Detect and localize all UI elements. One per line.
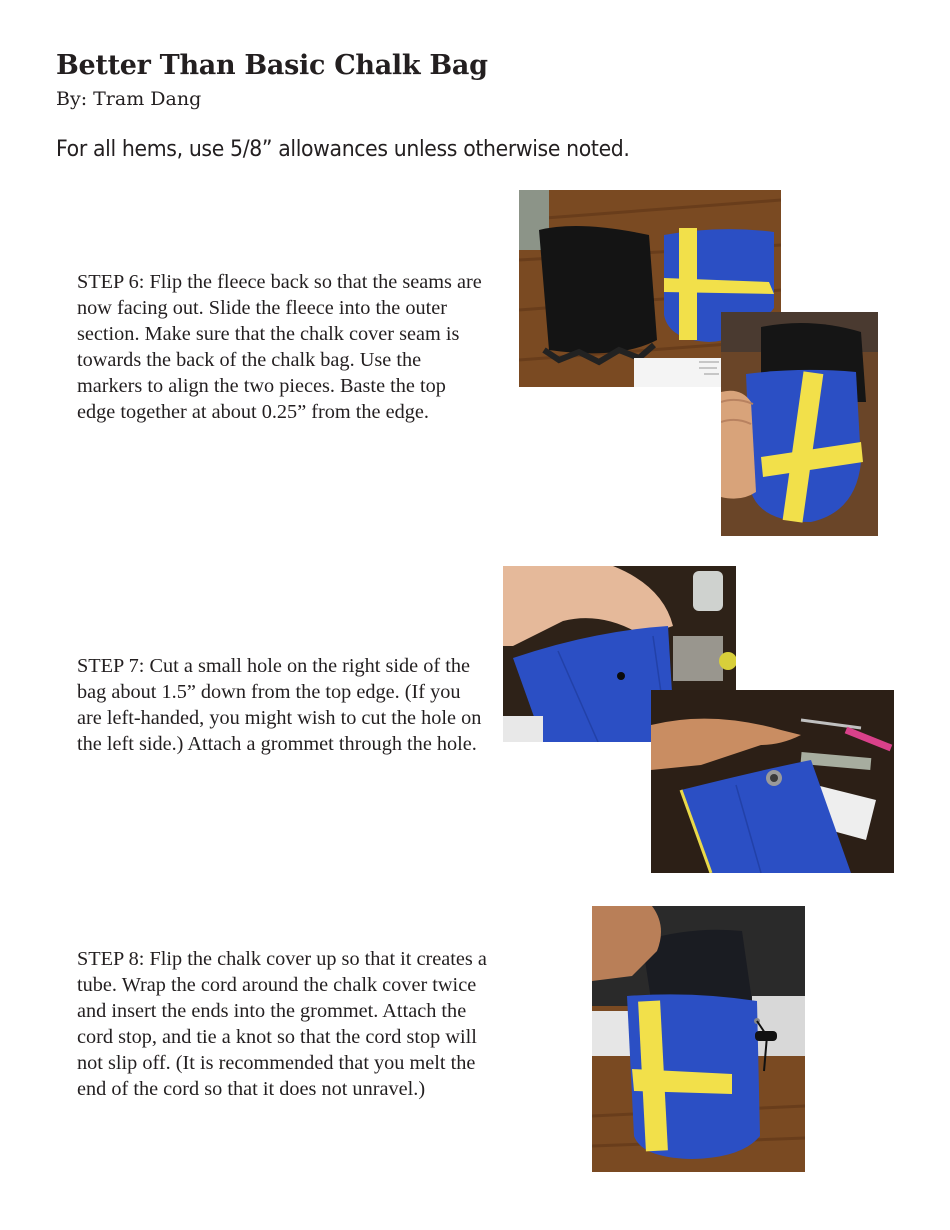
hem-allowance-note: For all hems, use 5/8” allowances unless otherwise noted. bbox=[56, 137, 630, 162]
step-7-text: STEP 7: Cut a small hole on the right side of the bag about 1.5” down from the top edge. (If you are left-handed, you might wish to cut the hole on the left side.) Attach a grommet through the hole. bbox=[77, 655, 482, 755]
step-6-text: STEP 6: Flip the fleece back so that the seams are now facing out. Slide the fleece into the outer section. Make sure that the chalk cover seam is towards the back of the chalk bag. Use the markers to align the two pieces. Baste the top edge together at about 0.25” from the edge. bbox=[77, 271, 482, 423]
step-8-text: STEP 8: Flip the chalk cover up so that it creates a tube. Wrap the cord around the chalk cover twice and insert the ends into the grommet. Attach the cord stop, and tie a knot so that the cord stop will not slip off. (It is recommended that you melt the end of the cord so that it does not unravel.) bbox=[77, 948, 487, 1100]
grommet-attached-photo bbox=[651, 690, 894, 873]
finished-chalk-bag-with-cord-stop-photo bbox=[592, 906, 805, 1172]
fleece-inserted-into-outer-photo bbox=[721, 312, 878, 536]
document-title: Better Than Basic Chalk Bag bbox=[56, 50, 488, 81]
author-byline: By: Tram Dang bbox=[56, 88, 202, 110]
